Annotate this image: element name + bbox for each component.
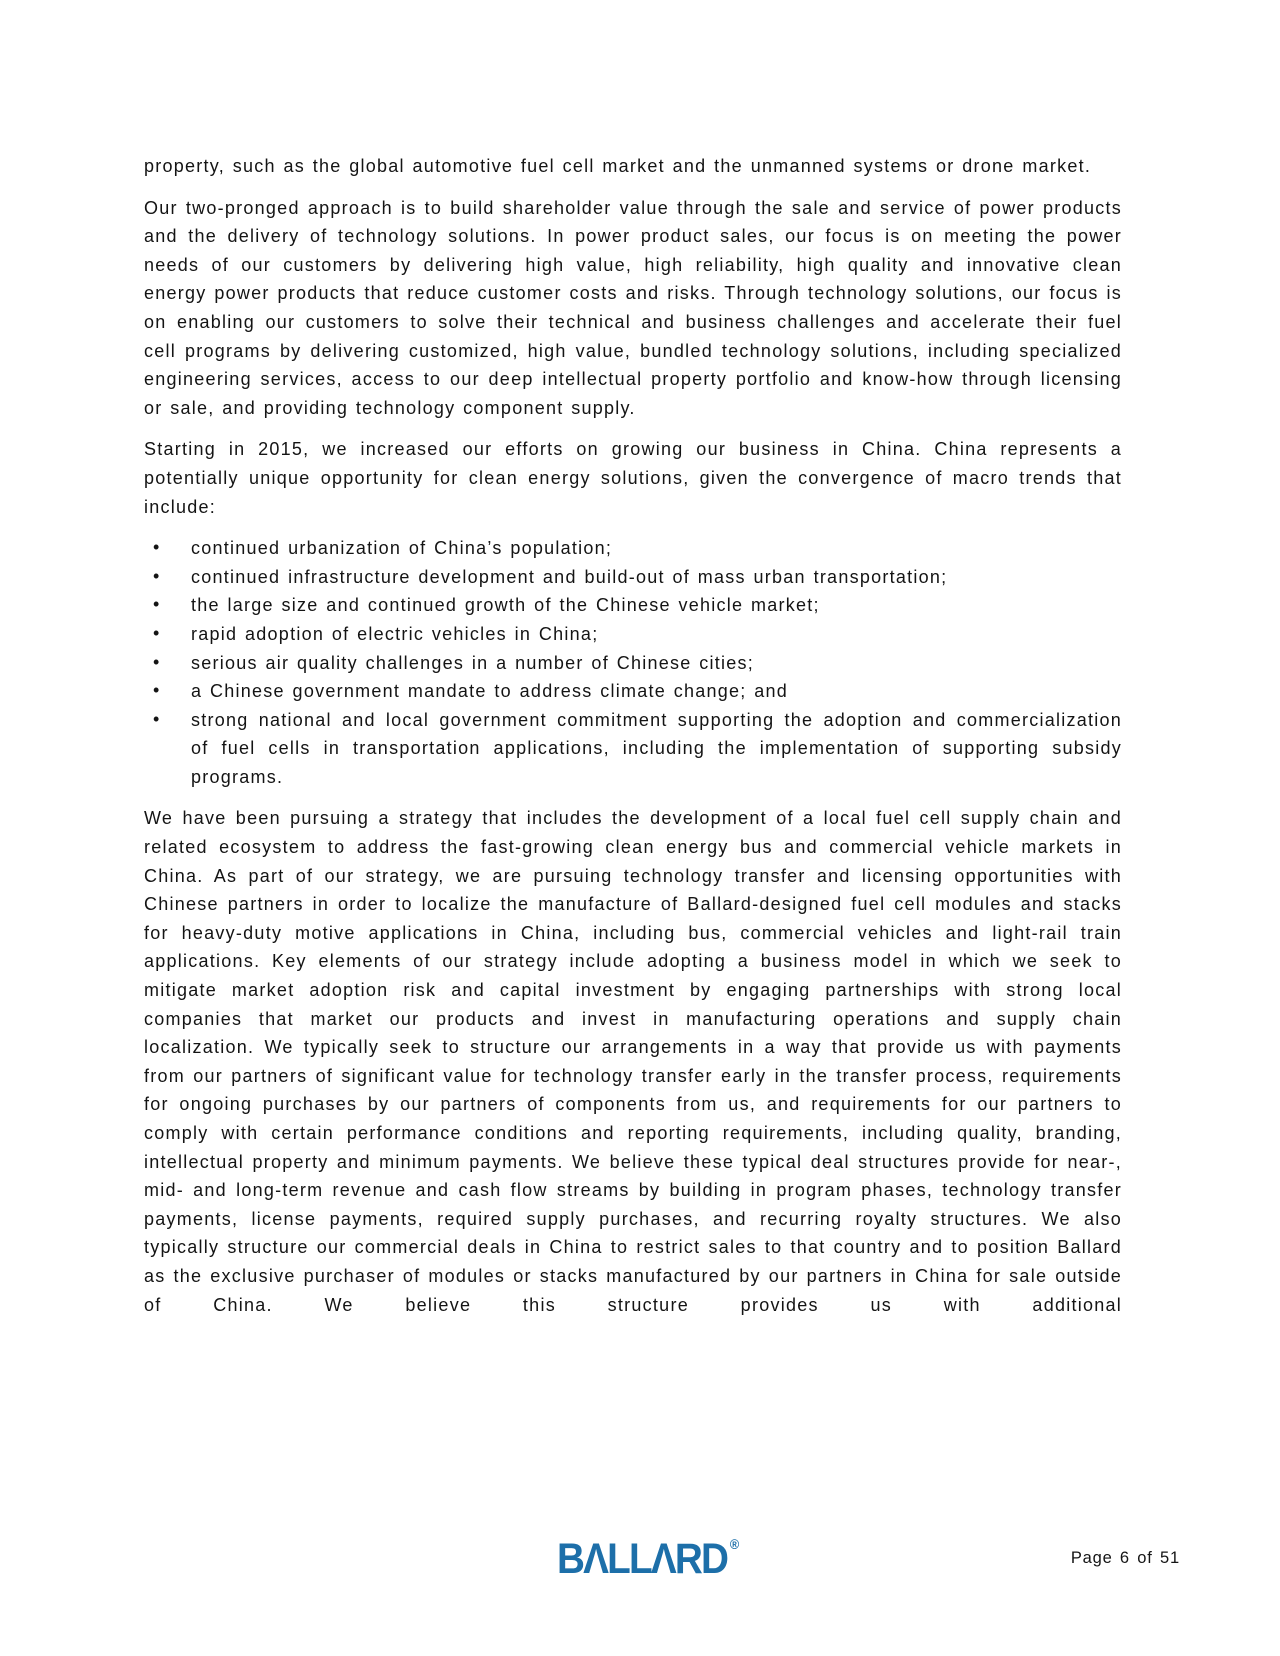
page-body-text: [144, 152, 1122, 1332]
list-item: [144, 591, 1122, 620]
bullet-icon: •: [153, 537, 160, 558]
page-number-label: Page 6 of 51: [1070, 1549, 1180, 1567]
list-item: [144, 620, 1122, 649]
bullet-text: continued infrastructure development and build-out of mass urban transportation;: [191, 566, 948, 587]
list-item: [144, 534, 1122, 563]
paragraph-china-efforts: Starting in 2015, we increased our efforts on growing our business in China. China represents a potentially unique opportunity for clean energy solutions, given the convergence of macro trends that include:: [144, 439, 1122, 517]
bullet-text: a Chinese government mandate to address climate change; and: [191, 681, 789, 702]
list-item: [144, 563, 1122, 592]
bullet-text: strong national and local government commitment supporting the adoption and commercialization of fuel cells in transportation applications, including the implementation of supporting subsidy programs.: [191, 709, 1122, 787]
bullet-icon: •: [153, 594, 160, 615]
bullet-text: the large size and continued growth of the Chinese vehicle market;: [191, 595, 820, 616]
paragraph-china-strategy: We have been pursuing a strategy that includes the development of a local fuel cell supply chain and related ecosystem to address the fast-growing clean energy bus and commercial vehicle markets in China. As part of our strategy, we are pursuing technology transfer and licensing opportunities with Chinese partners in order to localize the manufacture of Ballard-designed fuel cell modules and stacks for heavy-duty motive applications in China, including bus, commercial vehicles and light-rail train applications. Key elements of our strategy include adopting a business model in which we seek to mitigate market adoption risk and capital investment by engaging partnerships with strong local companies that market our products and invest in manufacturing operations and supply chain localization. We typically seek to structure our arrangements in a way that provide us with payments from our partners of significant value for technology transfer early in the transfer process, requirements for ongoing purchases by our partners of components from us, and requirements for our partners to comply with certain performance conditions and reporting requirements, including quality, branding, intellectual property and minimum payments. We believe these typical deal structures provide for near-, mid- and long-term revenue and cash flow streams by building in program phases, technology transfer payments, license payments, required supply purchases, and recurring royalty structures. We also typically structure our commercial deals in China to restrict sales to that country and to position Ballard as the exclusive purchaser of modules or stacks manufactured by our partners in China for sale outside of China. We believe this structure provides us with additional: [144, 808, 1122, 1315]
bullet-text: serious air quality challenges in a number of Chinese cities;: [191, 652, 754, 673]
ballard-wordmark: BΛLLΛRD: [557, 1535, 728, 1583]
bullet-text: continued urbanization of China’s population;: [191, 538, 613, 559]
bullet-icon: •: [153, 708, 160, 729]
ballard-logo: [557, 1535, 740, 1583]
bullet-icon: •: [153, 651, 160, 672]
bullet-text: rapid adoption of electric vehicles in China;: [191, 623, 599, 644]
bullet-icon: •: [153, 680, 160, 701]
list-item: [144, 677, 1122, 706]
list-item: [144, 706, 1122, 792]
paragraph-two-pronged-approach: Our two-pronged approach is to build shareholder value through the sale and service of power products and the delivery of technology solutions. In power product sales, our focus is on meeting the power needs of our customers by delivering high value, high reliability, high quality and innovative clean energy power products that reduce customer costs and risks. Through technology solutions, our focus is on enabling our customers to solve their technical and business challenges and accelerate their fuel cell programs by delivering customized, high value, bundled technology solutions, including specialized engineering services, access to our deep intellectual property portfolio and know-how through licensing or sale, and providing technology component supply.: [144, 197, 1122, 418]
list-item: [144, 649, 1122, 678]
registered-trademark-icon: ®: [729, 1536, 740, 1552]
paragraph-market-continuation: property, such as the global automotive fuel cell market and the unmanned systems or drone market.: [144, 156, 1092, 176]
bullet-icon: •: [153, 622, 160, 643]
macro-trends-bullet-list: [144, 534, 1122, 791]
page-footer: [0, 1532, 1280, 1592]
bullet-icon: •: [153, 565, 160, 586]
